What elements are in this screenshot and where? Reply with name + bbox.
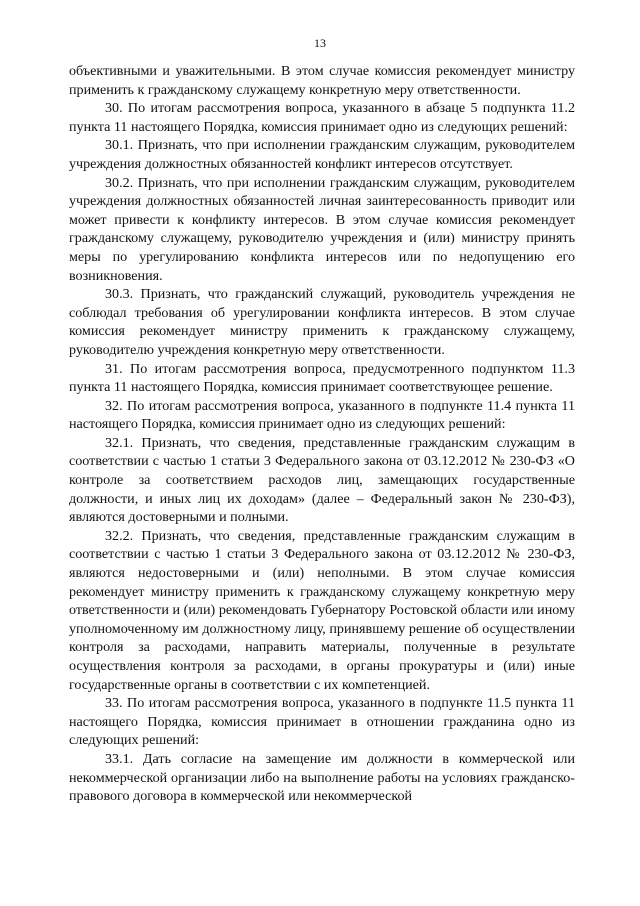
paragraph-30-1: 30.1. Признать, что при исполнении гражданским служащим, руководителем учреждения должностных обязанностей конфликт интересов отсутствует. xyxy=(69,137,575,172)
paragraph-continuation: объективными и уважительными. В этом случае комиссия рекомендует министру применить к гражданскому служащему конкретную меру ответственности. xyxy=(69,63,575,98)
page-number: 13 xyxy=(314,36,326,50)
paragraph-30-2: 30.2. Признать, что при исполнении гражданским служащим, руководителем учреждения должностных обязанностей личная заинтересованность приводит или может привести к конфликту интересов. В этом случае комиссия рекомендует гражданскому служащему, руководителю учреждения и (или) министру принять меры по урегулированию конфликта интересов или по недопущению его возникновения. xyxy=(69,174,575,284)
paragraph-33-1: 33.1. Дать согласие на замещение им должности в коммерческой или некоммерческой организации либо на выполнение работы на условиях гражданско-правового договора в коммерческой или некоммерческой xyxy=(69,750,575,805)
paragraph-32: 32. По итогам рассмотрения вопроса, указанного в подпункте 11.4 пункта 11 настоящего Порядка, комиссия принимает одно из следующих решений: xyxy=(69,397,575,433)
document-body xyxy=(69,62,575,806)
paragraph-32-1: 32.1. Признать, что сведения, представленные гражданским служащим в соответствии с частью 1 статьи 3 Федерального закона от 03.12.2012 № 230-ФЗ «О контроле за соответствием расходов лиц, замещающих государственные должности, и иных лиц их доходам» (далее – Федеральный закон № 230-ФЗ), являются достоверными и полными. xyxy=(69,434,575,526)
paragraph-31: 31. По итогам рассмотрения вопроса, предусмотренного подпунктом 11.3 пункта 11 настоящего Порядка, комиссия принимает соответствующее решение. xyxy=(69,360,575,396)
paragraph-33: 33. По итогам рассмотрения вопроса, указанного в подпункте 11.5 пункта 11 настоящего Порядка, комиссия принимает в отношении гражданина одно из следующих решений: xyxy=(69,695,575,749)
paragraph-30-3: 30.3. Признать, что гражданский служащий, руководитель учреждения не соблюдал требования об урегулировании конфликта интересов. В этом случае комиссия рекомендует министру применить к гражданскому служащему, руководителю учреждения конкретную меру ответственности. xyxy=(69,286,575,358)
paragraph-30: 30. По итогам рассмотрения вопроса, указанного в абзаце 5 подпункта 11.2 пункта 11 настоящего Порядка, комиссия принимает одно из следующих решений: xyxy=(69,100,575,135)
paragraph-32-2: 32.2. Признать, что сведения, представленные гражданским служащим в соответствии с частью 1 статьи 3 Федерального закона от 03.12.2012 № 230-ФЗ, являются недостоверными и (или) неполными. В этом случае комиссия рекомендует министру применить к гражданскому служащему конкретную меру ответственности и (или) рекомендовать Губернатору Ростовской области или иному уполномоченному им должностному лицу, принявшему решение об осуществлении контроля за расходами, направить материалы, полученные в результате осуществления контроля за расходами, в органы прокуратуры и (или) иные государственные органы в соответствии с их компетенцией. xyxy=(69,527,575,693)
